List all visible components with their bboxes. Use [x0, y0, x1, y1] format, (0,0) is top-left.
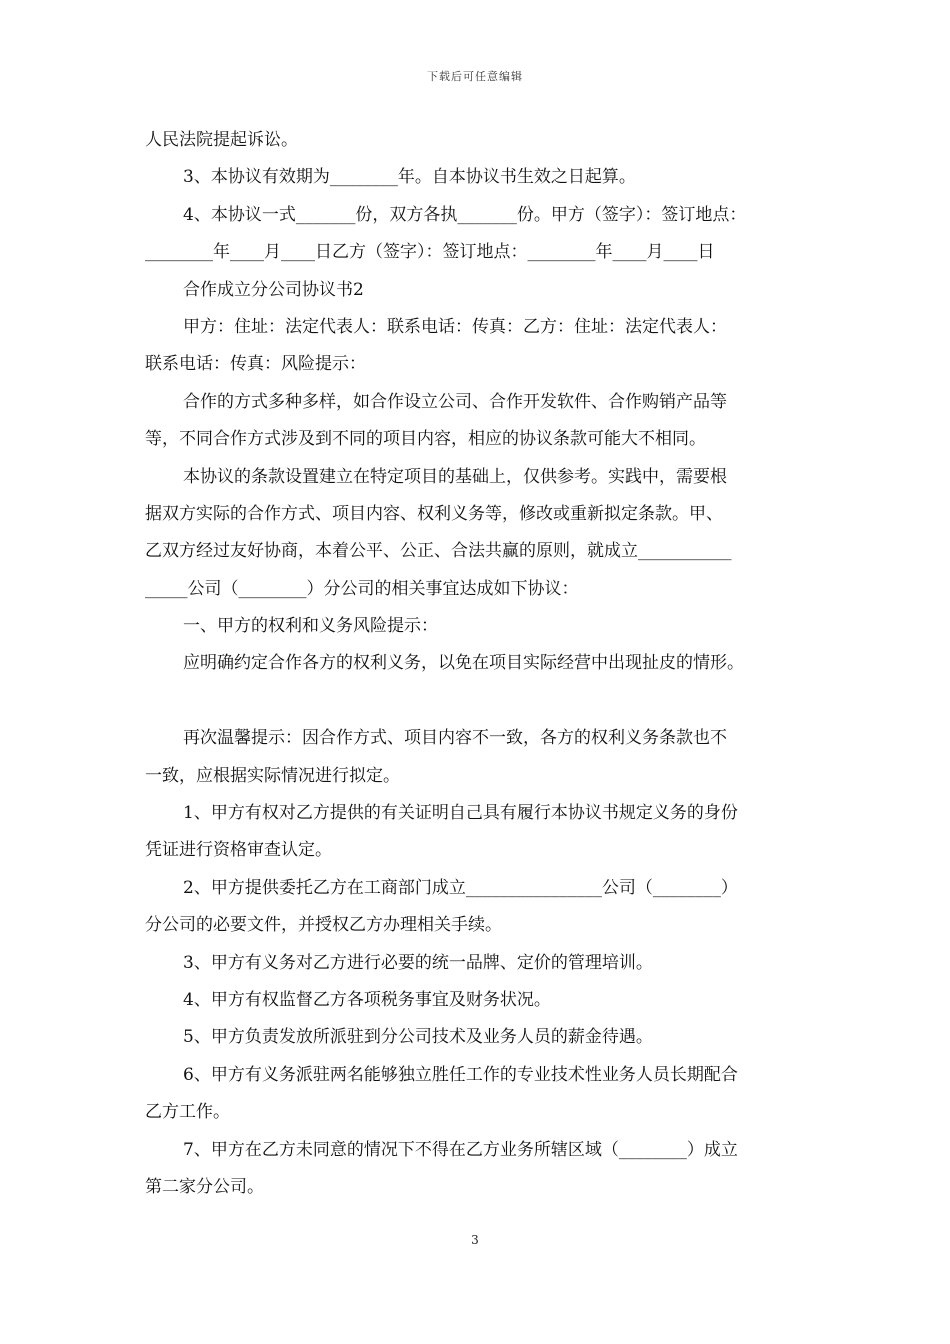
text-line: 3、本协议有效期为________年。自本协议书生效之日起算。 [183, 167, 636, 188]
text-line: 1、甲方有权对乙方提供的有关证明自己具有履行本协议书规定义务的身份 [183, 803, 738, 824]
text-line: 5、甲方负责发放所派驻到分公司技术及业务人员的薪金待遇。 [183, 1027, 653, 1048]
text-line: 4、甲方有权监督乙方各项税务事宜及财务状况。 [183, 989, 551, 1010]
text-line: 应明确约定合作各方的权利义务，以免在项目实际经营中出现扯皮的情形。 [183, 653, 744, 674]
text-line: 合作的方式多种多样，如合作设立公司、合作开发软件、合作购销产品等 [183, 391, 727, 412]
text-line: 本协议的条款设置建立在特定项目的基础上，仅供参考。实践中，需要根 [183, 466, 727, 487]
section-title: 合作成立分公司协议书2 [183, 279, 364, 300]
text-line: 乙双方经过友好协商，本着公平、公正、合法共赢的原则，就成立___________ [145, 541, 732, 562]
text-line: _____公司（________）分公司的相关事宜达成如下协议： [145, 578, 579, 599]
text-line: 一致，应根据实际情况进行拟定。 [145, 765, 400, 786]
text-line: 4、本协议一式_______份，双方各执_______份。甲方（签字）：签订地点： [183, 204, 747, 225]
text-line: 再次温馨提示：因合作方式、项目内容不一致，各方的权利义务条款也不 [183, 728, 727, 749]
text-line: 凭证进行资格审查认定。 [145, 840, 332, 861]
text-line: 等，不同合作方式涉及到不同的项目内容，相应的协议条款可能大不相同。 [145, 429, 706, 450]
page-header: 下载后可任意编辑 [427, 70, 523, 83]
text-line: ________年____月____日乙方（签字）：签订地点：________年____月____日 [145, 242, 715, 263]
text-line: 乙方工作。 [145, 1102, 230, 1123]
text-line: 2、甲方提供委托乙方在工商部门成立________________公司（________） [183, 877, 738, 898]
text-line: 第二家分公司。 [145, 1176, 264, 1197]
text-line: 分公司的必要文件，并授权乙方办理相关手续。 [145, 915, 502, 936]
text-line: 联系电话：传真：风险提示： [145, 354, 366, 375]
blank-line [145, 683, 810, 720]
text-line: 7、甲方在乙方未同意的情况下不得在乙方业务所辖区域（________）成立 [183, 1139, 738, 1160]
text-line: 据双方实际的合作方式、项目内容、权利义务等，修改或重新拟定条款。甲、 [145, 503, 723, 524]
page-number: 3 [471, 1233, 479, 1247]
text-line: 6、甲方有义务派驻两名能够独立胜任工作的专业技术性业务人员长期配合 [183, 1064, 738, 1085]
section-heading: 一、甲方的权利和义务风险提示： [183, 616, 438, 637]
document-body [145, 122, 810, 1206]
text-line: 3、甲方有义务对乙方进行必要的统一品牌、定价的管理培训。 [183, 952, 653, 973]
text-line: 甲方：住址：法定代表人：联系电话：传真：乙方：住址：法定代表人： [183, 316, 727, 337]
text-line: 人民法院提起诉讼。 [145, 130, 298, 150]
